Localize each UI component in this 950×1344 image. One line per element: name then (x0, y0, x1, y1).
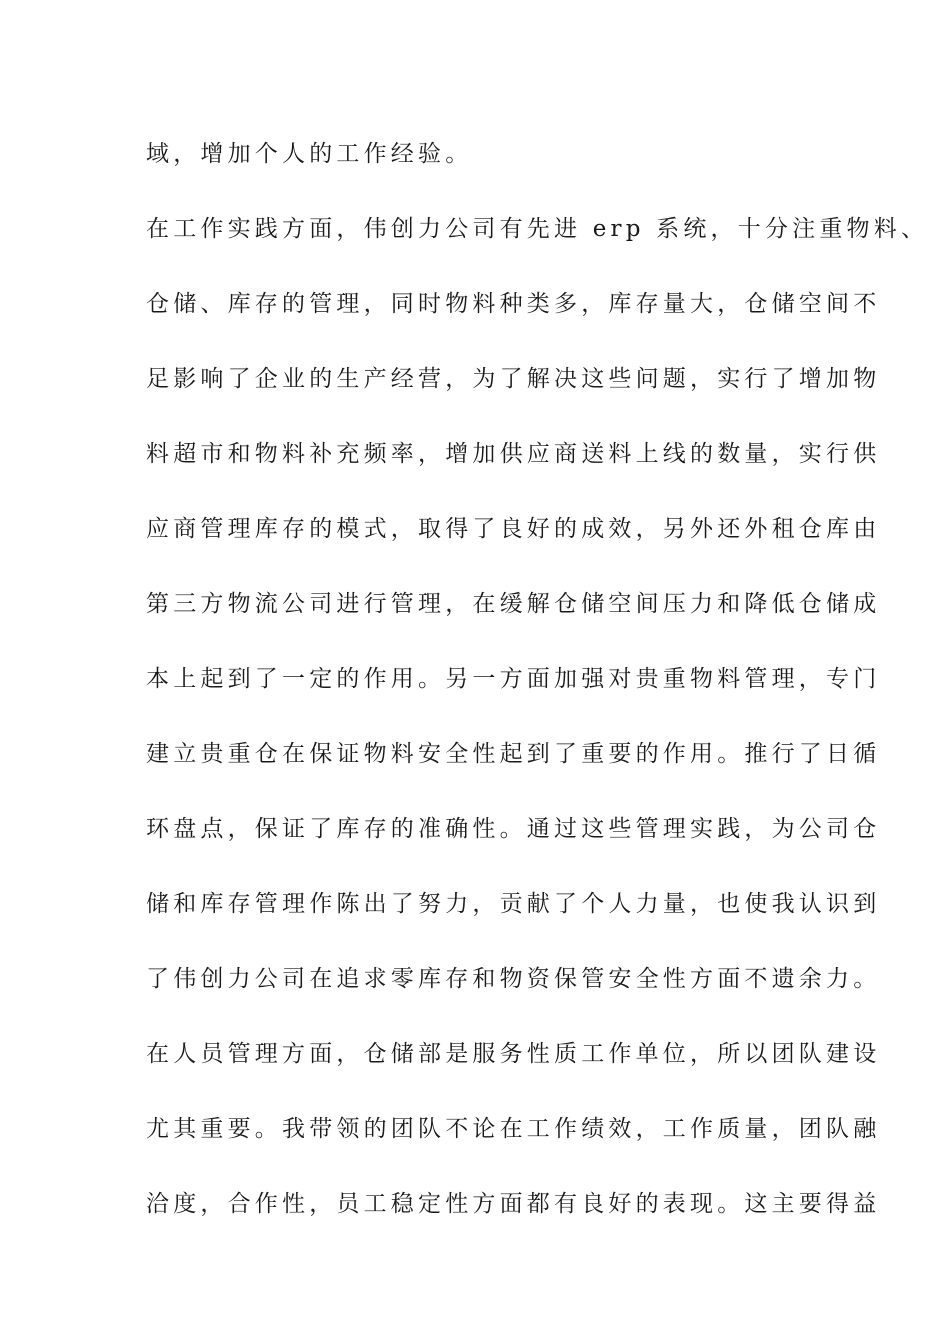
text-line-15: 洽度，合作性，员工稳定性方面都有良好的表现。这主要得益 (146, 1191, 881, 1217)
text-line-8: 本上起到了一定的作用。另一方面加强对贵重物料管理，专门 (146, 666, 881, 692)
text-line-13: 在人员管理方面，仓储部是服务性质工作单位，所以团队建设 (146, 1041, 881, 1067)
text-line-5: 料超市和物料补充频率，增加供应商送料上线的数量，实行供 (146, 441, 881, 467)
text-line-1: 域，增加个人的工作经验。 (146, 141, 473, 167)
text-line-9: 建立贵重仓在保证物料安全性起到了重要的作用。推行了日循 (146, 741, 881, 767)
text-line-10: 环盘点，保证了库存的准确性。通过这些管理实践，为公司仓 (146, 816, 881, 842)
text-line-6: 应商管理库存的模式，取得了良好的成效，另外还外租仓库由 (146, 516, 881, 542)
text-line-12: 了伟创力公司在追求零库存和物资保管安全性方面不遗余力。 (146, 966, 881, 992)
text-line-3: 仓储、库存的管理，同时物料种类多，库存量大，仓储空间不 (146, 291, 881, 317)
text-line-14: 尤其重要。我带领的团队不论在工作绩效，工作质量，团队融 (146, 1116, 881, 1142)
text-line-4: 足影响了企业的生产经营，为了解决这些问题，实行了增加物 (146, 366, 881, 392)
text-line-7: 第三方物流公司进行管理，在缓解仓储空间压力和降低仓储成 (146, 591, 881, 617)
text-line-11: 储和库存管理作陈出了努力，贡献了个人力量，也使我认识到 (146, 891, 881, 917)
text-line-2: 在工作实践方面，伟创力公司有先进 erp 系统，十分注重物料、 (146, 216, 929, 242)
